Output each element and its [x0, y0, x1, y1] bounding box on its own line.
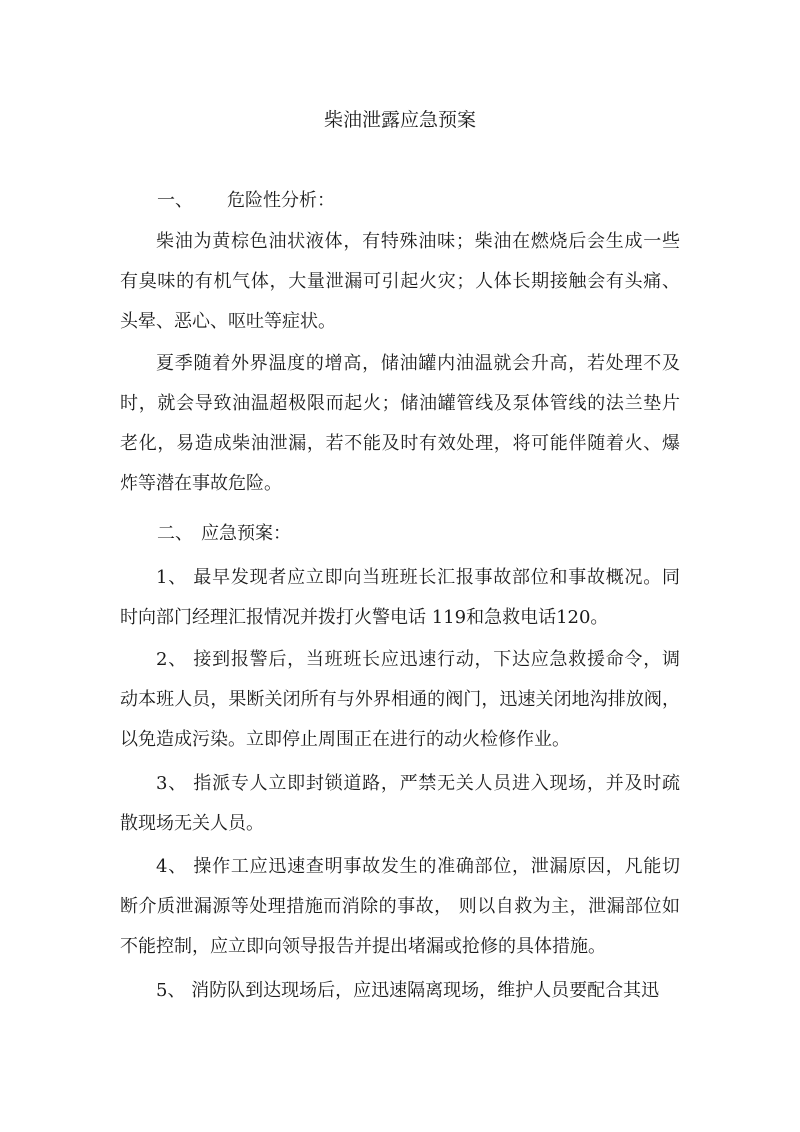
section-1-paragraph-2: 夏季随着外界温度的增高，储油罐内油温就会升高，若处理不及 时，就会导致油温超极限而起火；储油罐管线及泵体管线的法兰垫片 老化，易造成柴油泄漏，若不能及时有效处理，将可能伴随着火、爆 炸等潜在事故危险。 — [120, 353, 680, 494]
section-1-title: 危险性分析： — [227, 190, 335, 211]
section-2-item-5: 5、 消防队到达现场后，应迅速隔离现场，维护人员要配合其迅 — [156, 980, 660, 1001]
section-2-heading — [157, 521, 291, 547]
section-2-number: 二、 — [157, 523, 193, 544]
section-1-heading — [157, 188, 335, 214]
section-1-paragraph-1: 柴油为黄棕色油状液体，有特殊油味；柴油在燃烧后会生成一些 有臭味的有机气体，大量泄漏可引起火灾；人体长期接触会有头痛、 头晕、恶心、呕吐等症状。 — [120, 231, 680, 332]
section-2-item-4: 4、 操作工应迅速查明事故发生的准确部位，泄漏原因，凡能切 断介质泄漏源等处理措施而消除的事故， 则以自救为主，泄漏部位如 不能控制，应立即向领导报告并提出堵漏或抢修的具体措施。 — [120, 856, 680, 957]
section-2-item-1: 1、 最早发现者应立即向当班班长汇报事故部位和事故概况。同 时向部门经理汇报情况并拨打火警电话 119和急救电话120。 — [120, 567, 680, 628]
section-2-item-3: 3、 指派专人立即封锁道路，严禁无关人员进入现场，并及时疏 散现场无关人员。 — [120, 773, 680, 834]
section-2-title: 应急预案： — [201, 523, 291, 544]
section-1-number: 一、 — [157, 190, 193, 211]
document-title: 柴油泄露应急预案 — [323, 109, 476, 131]
section-2-item-2: 2、 接到报警后，当班班长应迅速行动，下达应急救援命令，调 动本班人员，果断关闭所有与外界相通的阀门，迅速关闭地沟排放阀， 以免造成污染。立即停止周围正在进行的动火检修作业。 — [120, 649, 680, 750]
